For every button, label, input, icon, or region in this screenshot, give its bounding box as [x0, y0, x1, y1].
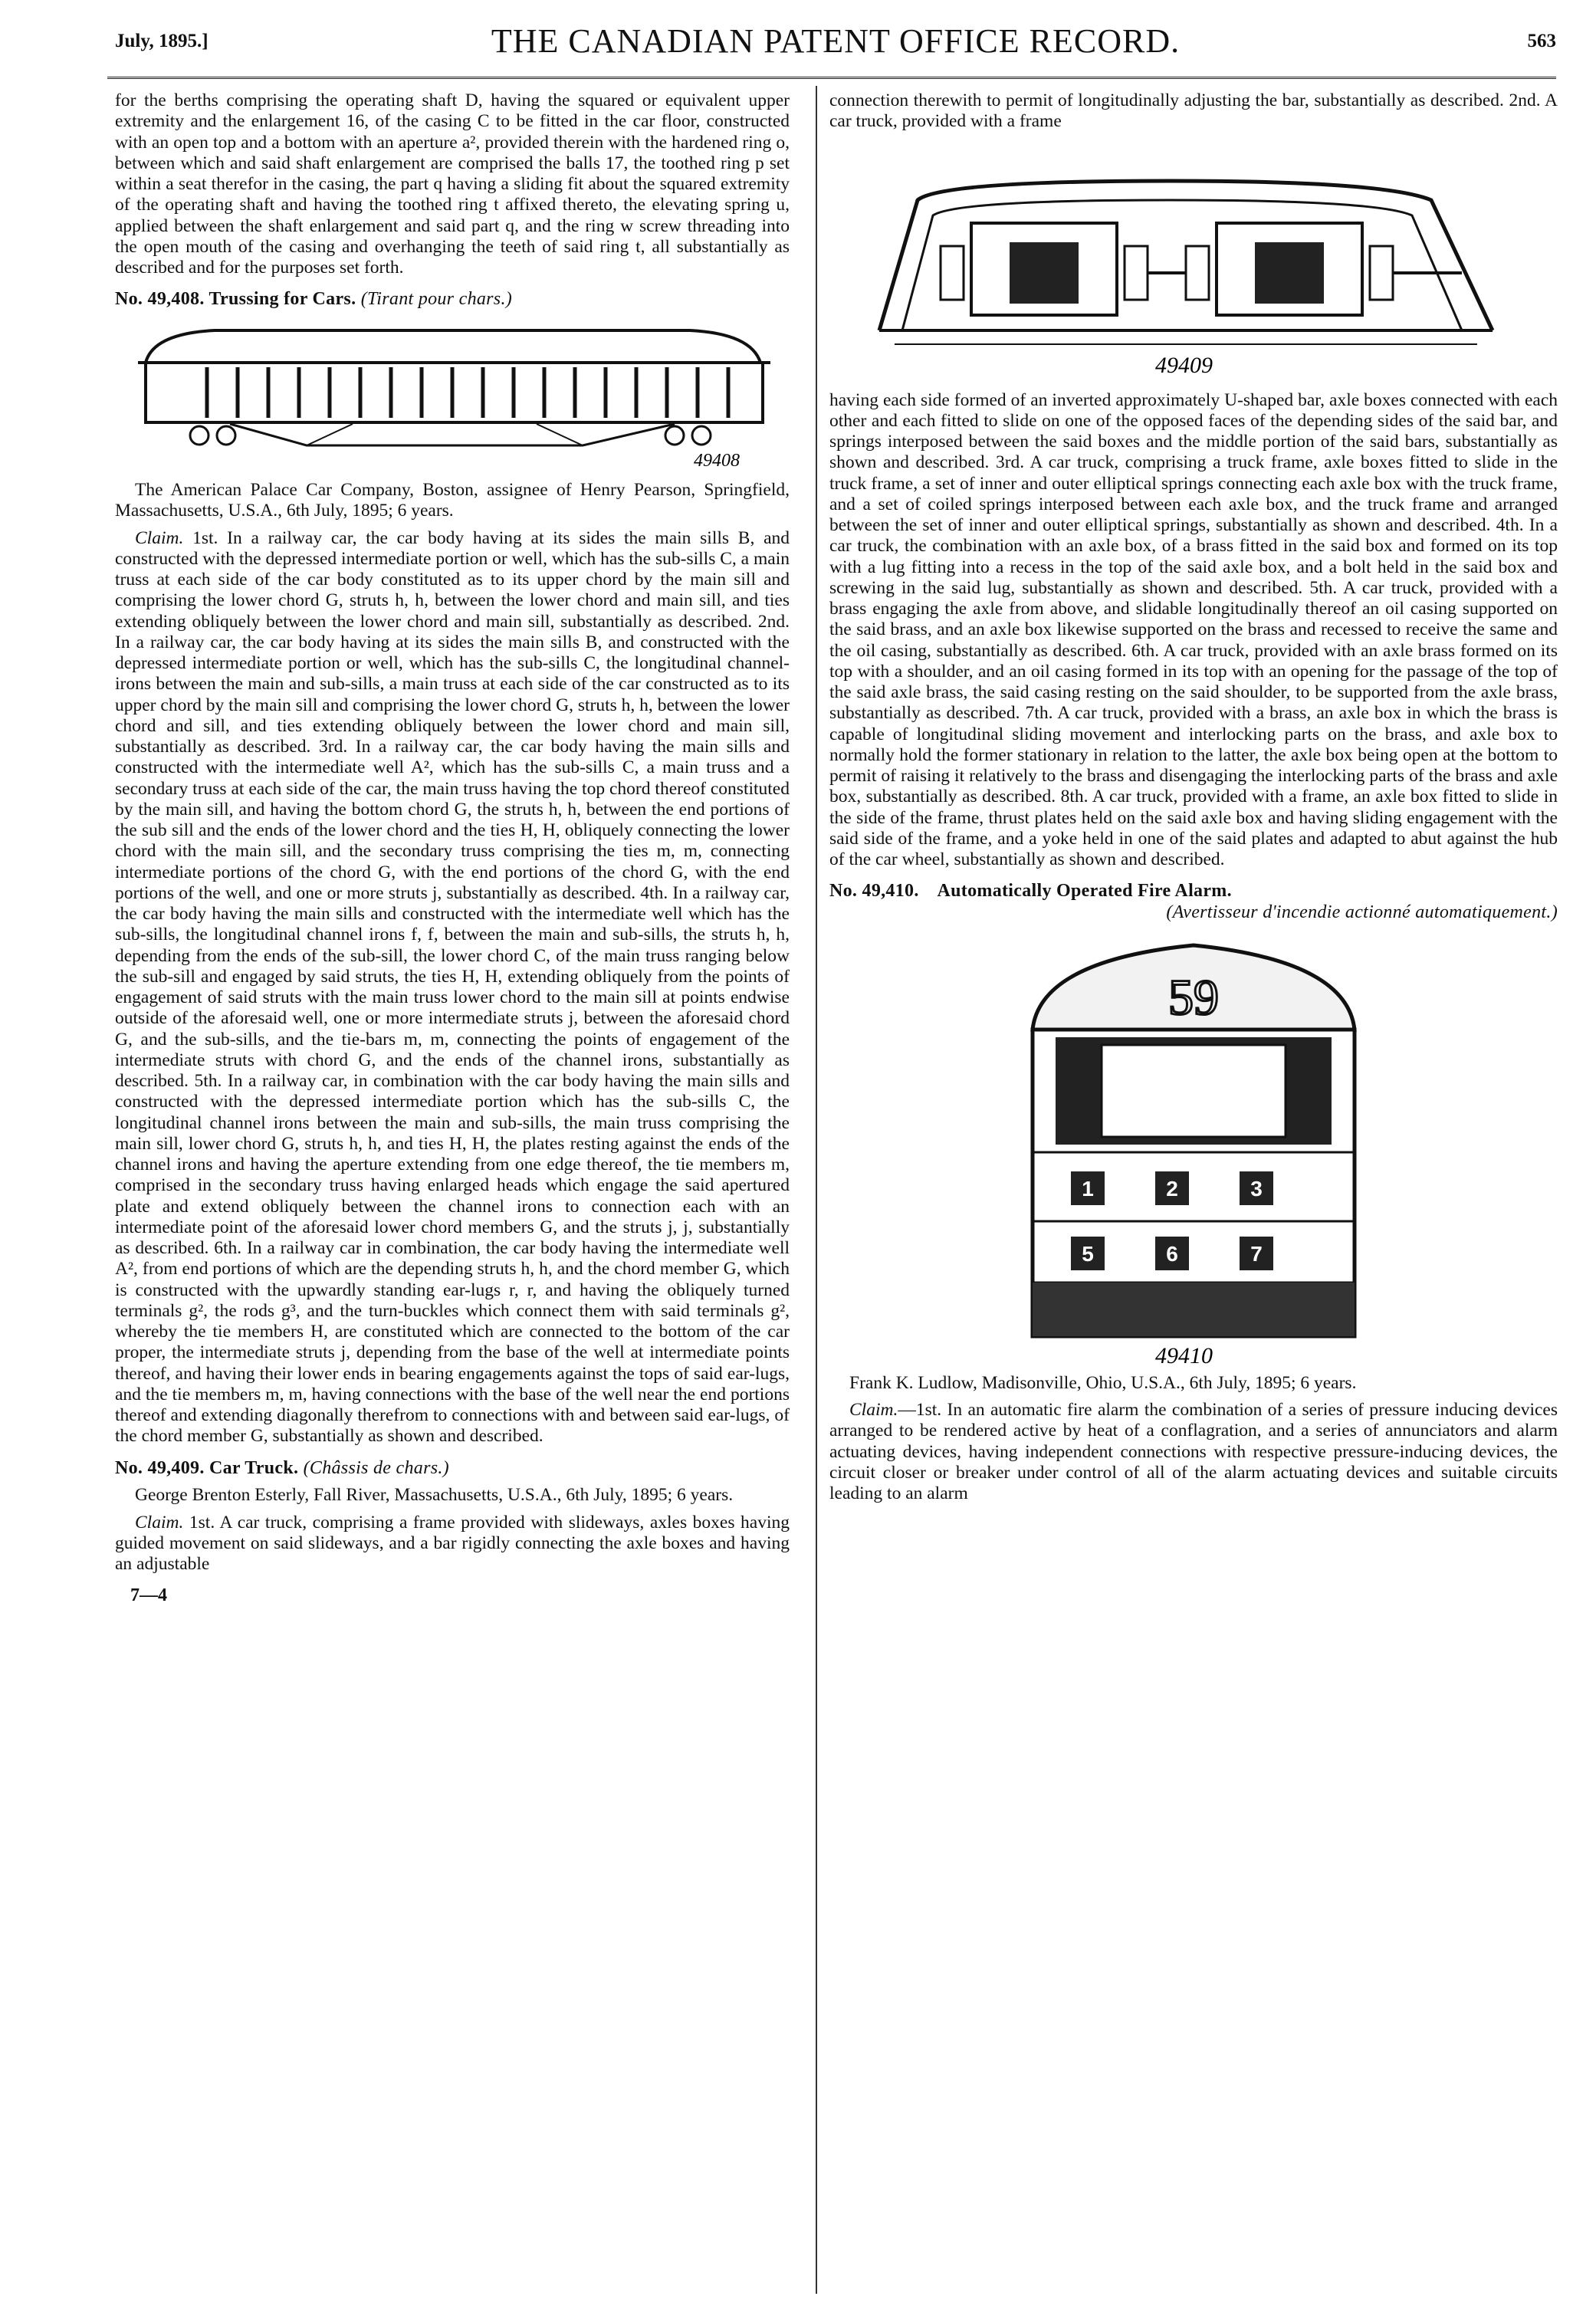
figure-49409-car-truck: [849, 139, 1539, 384]
annunciator-5: 5: [1082, 1241, 1094, 1266]
patent-claims-continued: having each side formed of an inverted approximately U-shaped bar, axle boxes connected with each other and each fitted to slide on one of the opposed faces of the depending sides of the said bar, and springs interposed between the said boxes and the middle portion of the said bars, substantially as shown and described. 3rd. A car truck, comprising a truck frame, axle boxes fitted to slide in the truck frame, a set of inner and outer elliptical springs connecting each axle box with the truck frame, and a set of coiled springs interposed between each axle box, and the truck frame and arranged between the set of inner and outer elliptical springs, substantially as shown and described. 4th. In a car truck, the combination with an axle box, of a brass fitted in the said box and formed on its top with a lug fitting into a recess in the top of the said axle box, and a bolt held in the said box and screwing in the said lug, substantially as shown and described. 5th. A car truck, provided with a brass engaging the axle from above, and slidable longitudinally thereof an oil casing supported on the said brass, and an axle box likewise supported on the brass and recessed to receive the same and the oil casing, substantially as described. 6th. A car truck, provided with an axle brass formed on its top with a shoulder, and an oil casing formed in its top with an opening for the passage of the top of the said axle brass, the said casing resting on the said shoulder, to be supported from the axle brass, substantially as described. 7th. A car truck, provided with a brass, an axle box in which the brass is capable of longitudinal sliding movement and interlocking parts on the brass, and axle box to normally hold the former stationary in relation to the latter, the axle box being open at the bottom to permit of raising it relatively to the brass and disengaging the interlocking parts of the brass and axle box, substantially as described. 8th. A car truck, provided with a frame, an axle box fitted to slide in the side of the frame, thrust plates held on the said axle box and having sliding engagement with the said side of the frame, and a yoke held in one of the said plates and adapted to abut against the hub of the car wheel, substantially as shown and described.: [829, 389, 1558, 869]
patent-title: Automatically Operated Fire Alarm.: [937, 881, 1232, 902]
claim-label: Claim.: [849, 1400, 898, 1421]
patent-french-title: (Châssis de chars.): [303, 1457, 449, 1478]
figure-49408-railway-car: [123, 317, 782, 474]
continued-claim-text: for the berths comprising the operating shaft D, having the squared or equivalent upper extremity and the enlargement 16, of the casing C to be fitted in the car floor, constructed with an open top and a bottom with an aperture a², provided therein with the hardened ring o, between which and said shaft enlargement are comprised the balls 17, the toothed ring p set within a seat therefor in the casing, the part q having a sliding fit about the squared extremity of the operating shaft and having the toothed ring t affixed thereto, the elevating spring u, applied between the shaft enlargement and said part q, and the ring w screw threading into the open mouth of the casing and overhanging the teeth of said ring t, all substantially as described and for the purposes set forth.: [115, 90, 790, 278]
continued-claim-text: connection therewith to permit of longitudinally adjusting the bar, substantially as described. 2nd. A car truck, provided with a frame: [829, 90, 1558, 132]
header-date: July, 1895.]: [115, 31, 209, 51]
header-rule: [107, 77, 1556, 79]
patent-french-title: (Tirant pour chars.): [360, 289, 513, 310]
patent-claims: [115, 528, 790, 1447]
patent-49409-heading: [115, 1458, 790, 1480]
annunciator-2: 2: [1166, 1176, 1178, 1201]
right-column: [829, 90, 1558, 2291]
patent-french-title: (Avertisseur d'incendie actionné automatiquement.): [1166, 902, 1558, 923]
patent-claims: [829, 1400, 1558, 1504]
patent-title: Trussing for Cars.: [209, 289, 356, 310]
figure-label: 49408: [694, 451, 740, 471]
page-header: [115, 17, 1556, 63]
patent-number: No. 49,410.: [829, 881, 919, 902]
figure-49410-fire-alarm: [925, 930, 1462, 1367]
claim-label: Claim.: [135, 527, 184, 548]
column-divider: [816, 86, 817, 2294]
claim-text: —1st. In an automatic fire alarm the combination of a series of pressure inducing devices arranged to be rendered active by heat of a conflagration, and a series of annunciators and alarm actuating devices, having independent connections with respective pressure-inducing devices, the circuit closer or breaker under control of all of the alarm actuating devices and suitable circuits leading to an alarm: [829, 1400, 1558, 1504]
patent-assignee: The American Palace Car Company, Boston, assignee of Henry Pearson, Springfield, Massachusetts, U.S.A., 6th July, 1895; 6 years.: [115, 480, 790, 521]
alarm-box-number: 59: [1168, 969, 1219, 1026]
annunciator-6: 6: [1166, 1241, 1178, 1266]
patent-number: No. 49,409.: [115, 1457, 205, 1478]
claim-text: 1st. In a railway car, the car body having at its sides the main sills B, and constructed with the depressed intermediate portion or well, which has the sub-sills C, a main truss at each side of the car body constituted as to its upper chord by the main sill and comprising the lower chord G, struts h, h, between the lower chord and main sill, and ties extending obliquely between the lower chord and main sill, substantially as described. 2nd. In a railway car, the car body having at its sides the main sills B, and constructed with the depressed intermediate portion or well, which has the sub-sills C, the longitudinal channel-irons between the main and sub-sills, a main truss at each side of the car constructed as to its upper chord by the main sill and comprising the lower chord G, struts h, h, between the lower chord and sill, and ties extending obliquely between the lower chord and main sill, substantially as described. 3rd. In a railway car, the car body having the main sills and constructed with the intermediate well A², which has the sub-sills C, a main truss and a secondary truss at each side of the car, the main truss having the top chord thereof constituted by the main sill, and having the bottom chord G, the struts h, h, between the end portions of the sub sill and the ends of the lower chord and the ties H, H, obliquely connecting the lower chord with the main sill, and the secondary truss comprising the ties m, m, connecting intermediate portions of the chord G, with the end portions of the chord G, with the end portions of the well, and one or more struts j, substantially as described. 4th. In a railway car, the car body having the main sills and constructed with the intermediate well which has the sub-sills, the longitudinal channel irons f, f, between the main and sub-sills, the struts h, h, depending from the ends of the sub-sill, the lower chord C, of the main truss ranging below the sub-sill and engaged by said struts, the ties H, H, extending obliquely from the points of engagement of said struts with the main truss lower chord to the main sill at points endwise outside of the aforesaid well, one or more intermediate struts j, between the aforesaid chord G, and the sub-sills, and the tie-bars m, m, connecting the points of engagement of the intermediate struts with chord G, and the ends of the channel irons, substantially as described. 5th. In a railway car, in combination with the car body having the main sills and constructed with the depressed intermediate portion which has the sub-sills C, the longitudinal channel irons between the main and sub-sills, the main truss comprising the main sill, lower chord G, struts h, h, and ties H, H, the plates resting against the ends of the channel irons and having the aperture extending from one edge thereof, the tie members m, comprised in the secondary truss having enlarged heads which engage the said apertured plate and extend obliquely between the channel irons to connection each with an intermediate point of the aforesaid lower chord members G, and the struts j, j, substantially as described. 6th. In a railway car in combination, the car body having the intermediate well A², from end portions of which are the depending struts h, h, and the chord member G, which is constructed with the upwardly standing ear-lugs r, r, and having the obliquely turned terminals g², the rods g³, and the turn-buckles which connect them with said terminals g², whereby the tie members H, are constituted which are connected to the bottom of the car proper, the intermediate struts j, depending from the base of the well at intermediate points thereof, and having their lower ends in bearing engagements against the tops of said ear-lugs, and the tie members m, m, having connections with the base of the well near the end portions thereof and extending diagonally therefrom to connections with and between said ear-lugs, of the chord member G, substantially as shown and described.: [115, 527, 790, 1447]
patent-inventor: Frank K. Ludlow, Madisonville, Ohio, U.S.A., 6th July, 1895; 6 years.: [849, 1372, 1357, 1393]
patent-number: No. 49,408.: [115, 289, 205, 310]
patent-claims: [115, 1513, 790, 1575]
left-column: [115, 90, 790, 2291]
claim-text: 1st. A car truck, comprising a frame provided with slideways, axles boxes having guided movement on said slideways, and a bar rigidly connecting the axle boxes and having an adjustable: [115, 1512, 790, 1575]
patent-title: Car Truck.: [209, 1457, 299, 1478]
annunciator-3: 3: [1250, 1176, 1263, 1201]
patent-49408-heading: [115, 289, 790, 310]
patent-inventor: George Brenton Esterly, Fall River, Massachusetts, U.S.A., 6th July, 1895; 6 years.: [135, 1485, 734, 1506]
annunciator-7: 7: [1250, 1241, 1263, 1266]
journal-title: THE CANADIAN PATENT OFFICE RECORD.: [491, 22, 1181, 60]
claim-label: Claim.: [135, 1512, 184, 1533]
figure-label: 49409: [1155, 352, 1213, 378]
signature-mark: 7—4: [130, 1585, 167, 1606]
page-number: 563: [1527, 31, 1556, 51]
patent-49410-heading: [829, 881, 1558, 924]
annunciator-1: 1: [1082, 1176, 1094, 1201]
figure-label: 49410: [1155, 1342, 1213, 1367]
